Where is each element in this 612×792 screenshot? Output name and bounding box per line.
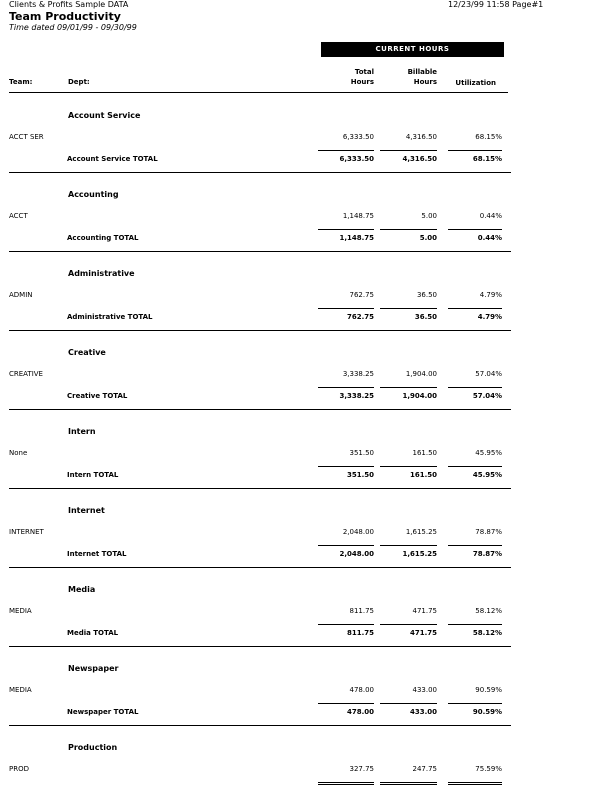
row-billable-hours: 471.75 [412, 607, 437, 615]
team-code: MEDIA [9, 686, 32, 694]
row-utilization: 0.44% [479, 212, 502, 220]
team-code: None [9, 449, 28, 457]
billable-hours-header-line2: Hours [413, 78, 437, 86]
total-hours-underline [318, 624, 374, 625]
dept-total-hours: 1,148.75 [339, 234, 374, 242]
dept-total-utilization: 90.59% [472, 708, 502, 716]
dept-name: Accounting [68, 190, 119, 199]
row-total-hours: 762.75 [349, 291, 374, 299]
dept-total-hours: 3,338.25 [339, 392, 374, 400]
total-hours-header-line2: Hours [350, 78, 374, 86]
dept-total-hours: 811.75 [346, 629, 374, 637]
billable-hours-underline [380, 624, 437, 625]
dept-name: Intern [68, 427, 96, 436]
company-name: Clients & Profits Sample DATA [9, 0, 129, 9]
billable-hours-underline [380, 466, 437, 467]
row-utilization: 78.87% [475, 528, 502, 536]
dept-name: Creative [68, 348, 106, 357]
row-billable-hours: 1,615.25 [405, 528, 437, 536]
dept-total-utilization: 0.44% [477, 234, 502, 242]
row-utilization: 68.15% [475, 133, 502, 141]
dept-total-billable: 5.00 [419, 234, 437, 242]
dept-total-billable: 1,615.25 [402, 550, 437, 558]
dept-total-label: Accounting TOTAL [67, 234, 139, 242]
row-total-hours: 351.50 [349, 449, 374, 457]
utilization-underline [448, 703, 502, 704]
dept-total-label: Internet TOTAL [67, 550, 127, 558]
dept-total-utilization: 68.15% [472, 155, 502, 163]
total-hours-underline [318, 229, 374, 230]
utilization-underline [448, 308, 502, 309]
total-hours-underline [318, 308, 374, 309]
dept-total-utilization: 45.95% [472, 471, 502, 479]
row-utilization: 75.59% [475, 765, 502, 773]
row-billable-hours: 36.50 [416, 291, 437, 299]
dept-total-utilization: 4.79% [477, 313, 502, 321]
billable-hours-double-underline [380, 784, 437, 785]
row-total-hours: 2,048.00 [342, 528, 374, 536]
dept-name: Media [68, 585, 96, 594]
row-billable-hours: 4,316.50 [405, 133, 437, 141]
section-rule [9, 567, 511, 568]
dept-total-label: Intern TOTAL [67, 471, 119, 479]
dept-name: Administrative [68, 269, 135, 278]
row-billable-hours: 5.00 [421, 212, 437, 220]
row-total-hours: 6,333.50 [342, 133, 374, 141]
team-column-header: Team: [9, 78, 33, 86]
row-billable-hours: 161.50 [412, 449, 437, 457]
row-total-hours: 478.00 [349, 686, 374, 694]
team-code: MEDIA [9, 607, 32, 615]
utilization-underline [448, 466, 502, 467]
section-rule [9, 251, 511, 252]
dept-total-label: Newspaper TOTAL [67, 708, 139, 716]
section-rule [9, 172, 511, 173]
date-range: Time dated 09/01/99 - 09/30/99 [9, 23, 137, 32]
dept-total-hours: 351.50 [346, 471, 374, 479]
utilization-underline [448, 624, 502, 625]
billable-hours-underline [380, 545, 437, 546]
dept-name: Production [68, 743, 118, 752]
header-rule [9, 92, 508, 93]
current-hours-band: CURRENT HOURS [321, 42, 504, 57]
total-hours-underline [318, 703, 374, 704]
dept-total-billable: 1,904.00 [402, 392, 437, 400]
billable-hours-underline [380, 150, 437, 151]
billable-hours-underline [380, 229, 437, 230]
dept-total-utilization: 57.04% [472, 392, 502, 400]
team-code: ACCT [9, 212, 28, 220]
row-utilization: 90.59% [475, 686, 502, 694]
report-title: Team Productivity [9, 10, 121, 23]
dept-total-billable: 4,316.50 [402, 155, 437, 163]
total-hours-underline [318, 150, 374, 151]
billable-hours-underline [380, 387, 437, 388]
total-hours-header-line1: Total [354, 68, 374, 76]
row-total-hours: 1,148.75 [342, 212, 374, 220]
utilization-underline [448, 545, 502, 546]
team-code: ADMIN [9, 291, 33, 299]
dept-total-billable: 471.75 [409, 629, 437, 637]
dept-total-hours: 478.00 [346, 708, 374, 716]
row-total-hours: 811.75 [349, 607, 374, 615]
row-billable-hours: 433.00 [412, 686, 437, 694]
row-utilization: 58.12% [475, 607, 502, 615]
dept-total-label: Administrative TOTAL [67, 313, 153, 321]
dept-total-billable: 161.50 [409, 471, 437, 479]
dept-total-hours: 762.75 [346, 313, 374, 321]
row-billable-hours: 247.75 [412, 765, 437, 773]
dept-total-hours: 2,048.00 [339, 550, 374, 558]
billable-hours-header [376, 67, 437, 87]
dept-column-header: Dept: [68, 78, 90, 86]
dept-total-label: Media TOTAL [67, 629, 119, 637]
utilization-underline [448, 150, 502, 151]
team-code: CREATIVE [9, 370, 43, 378]
total-hours-underline [318, 387, 374, 388]
billable-hours-underline [380, 703, 437, 704]
total-hours-underline [318, 466, 374, 467]
dept-total-utilization: 78.87% [472, 550, 502, 558]
team-code: INTERNET [9, 528, 44, 536]
total-hours-underline [318, 545, 374, 546]
dept-name: Newspaper [68, 664, 119, 673]
section-rule [9, 725, 511, 726]
billable-hours-header-line1: Billable [407, 68, 437, 76]
dept-name: Internet [68, 506, 105, 515]
dept-total-billable: 433.00 [409, 708, 437, 716]
row-total-hours: 3,338.25 [342, 370, 374, 378]
dept-total-utilization: 58.12% [472, 629, 502, 637]
utilization-underline [448, 387, 502, 388]
team-code: PROD [9, 765, 29, 773]
billable-hours-underline [380, 782, 437, 783]
section-rule [9, 409, 511, 410]
dept-total-label: Account Service TOTAL [67, 155, 158, 163]
row-billable-hours: 1,904.00 [405, 370, 437, 378]
utilization-header: Utilization [455, 79, 496, 87]
total-hours-underline [318, 782, 374, 783]
team-code: ACCT SER [9, 133, 44, 141]
dept-total-hours: 6,333.50 [339, 155, 374, 163]
row-utilization: 4.79% [479, 291, 502, 299]
utilization-underline [448, 229, 502, 230]
row-utilization: 57.04% [475, 370, 502, 378]
row-utilization: 45.95% [475, 449, 502, 457]
utilization-double-underline [448, 784, 502, 785]
dept-name: Account Service [68, 111, 141, 120]
dept-total-label: Creative TOTAL [67, 392, 128, 400]
billable-hours-underline [380, 308, 437, 309]
total-hours-header [312, 67, 374, 87]
section-rule [9, 646, 511, 647]
total-hours-double-underline [318, 784, 374, 785]
section-rule [9, 488, 511, 489]
row-total-hours: 327.75 [349, 765, 374, 773]
print-stamp: 12/23/99 11:58 Page#1 [448, 0, 544, 9]
dept-total-billable: 36.50 [414, 313, 437, 321]
utilization-underline [448, 782, 502, 783]
section-rule [9, 330, 511, 331]
